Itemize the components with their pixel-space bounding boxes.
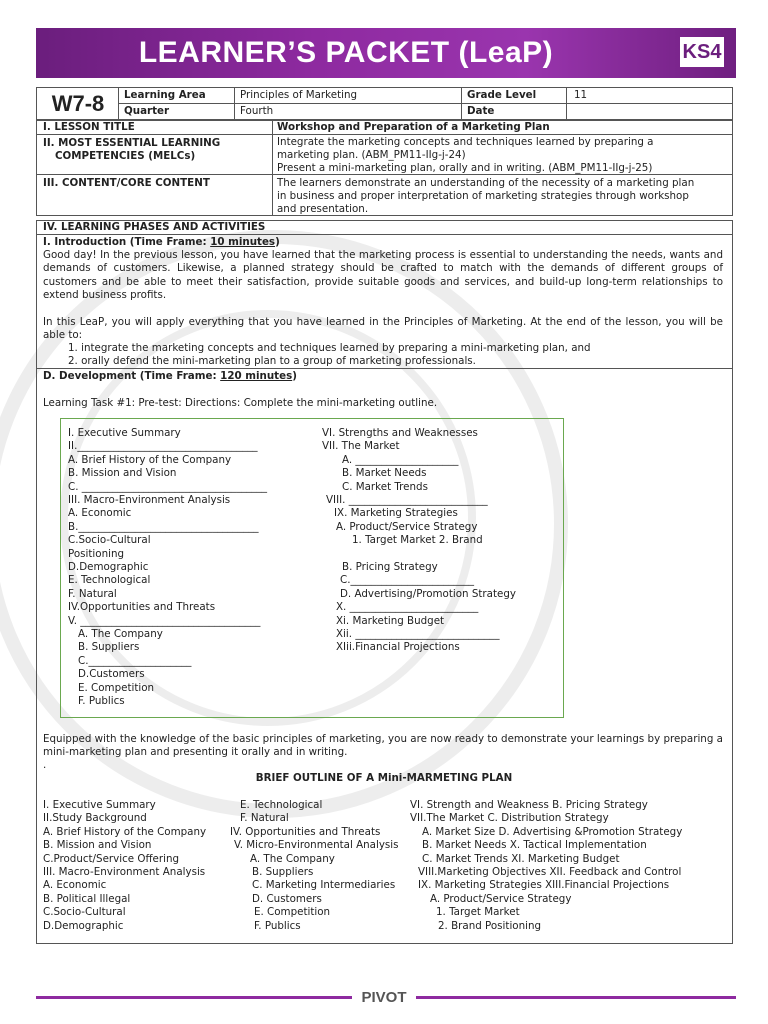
pretest-item: A. Brief History of the Company (68, 453, 232, 466)
melc-line-3: Present a mini-marketing plan, orally and in writing. (ABM_PM11-IIg-j-25) (277, 162, 653, 174)
date-label: Date (467, 105, 495, 117)
outline-item: A. Product/Service Strategy (430, 892, 572, 905)
pretest-item: C. Market Trends (342, 480, 428, 493)
pretest-item: IV.Opportunities and Threats (68, 601, 216, 614)
pretest-item: IX. Marketing Strategies (334, 507, 458, 520)
pivot-logo: PIVOT (352, 988, 416, 1008)
pretest-subitem: D.Customers (78, 668, 145, 681)
quarter-label: Quarter (124, 105, 170, 117)
pretest-item: A. Product/Service Strategy (336, 520, 478, 533)
pretest-item: B. Market Needs (342, 467, 427, 480)
learning-area-label: Learning Area (124, 89, 206, 101)
pretest-item: 1. Target Market 2. Brand (352, 534, 483, 547)
intro-paragraph-2: In this LeaP, you will apply everything that you have learned in the Principles of Marketing. At the end of the lesson, you will be able to: (43, 316, 723, 342)
outline-item: B. Market Needs X. Tactical Implementation (422, 839, 647, 852)
pretest-item: II.___________________________________ (68, 440, 258, 453)
pretest-item: A. Economic (68, 507, 132, 520)
pretest-item: XIii.Financial Projections (336, 641, 460, 654)
pretest-item: D. Advertising/Promotion Strategy (340, 587, 516, 600)
pretest-item: VII. The Market (322, 440, 400, 453)
pretest-item: Xi. Marketing Budget (336, 614, 445, 627)
closing-paragraph: Equipped with the knowledge of the basic principles of marketing, you are now ready to demonstrate your learnings by preparing a mini-marketing plan and presenting it orally and in writing. (43, 733, 723, 759)
pretest-item: VI. Strengths and Weaknesses (322, 427, 478, 439)
learning-task-1: Learning Task #1: Pre-test: Directions: Complete the mini-marketing outline. (43, 397, 438, 409)
outline-item: V. Micro-Environmental Analysis (234, 839, 399, 852)
pretest-subitem: E. Competition (78, 681, 155, 694)
content-line-2: in business and proper interpretation of marketing strategies through workshop (277, 190, 689, 202)
pretest-item: I. Executive Summary (68, 427, 181, 439)
pretest-item: Xii. ____________________________ (336, 628, 500, 640)
pretest-item: A. ____________________ (342, 453, 459, 466)
outline-item: VII.The Market C. Distribution Strategy (410, 812, 609, 825)
pretest-item: B. Pricing Strategy (342, 561, 438, 573)
quarter-value: Fourth (240, 105, 274, 117)
outline-item: VI. Strength and Weakness B. Pricing Strategy (410, 799, 648, 811)
header-banner (36, 28, 736, 78)
pretest-item: B. Mission and Vision (68, 467, 177, 480)
grade-level-label: Grade Level (467, 89, 537, 101)
melc-line-1: Integrate the marketing concepts and techniques learned by preparing a (277, 136, 654, 148)
intro-heading: I. Introduction (Time Frame: 10 minutes) (43, 236, 280, 248)
pretest-item: C. ____________________________________ (68, 480, 268, 493)
outline-item: IV. Opportunities and Threats (230, 825, 381, 838)
content-label: III. CONTENT/CORE CONTENT (43, 177, 210, 189)
pretest-subitem: B. Suppliers (78, 641, 140, 654)
outline-item: A. Economic (43, 879, 107, 892)
outline-item: F. Publics (254, 919, 301, 932)
pretest-item: V. ___________________________________ (68, 614, 261, 627)
outline-item: E. Technological (240, 799, 323, 811)
outline-item: C. Market Trends XI. Marketing Budget (422, 852, 620, 865)
melc-label: II. MOST ESSENTIAL LEARNING (43, 137, 221, 149)
pretest-subitem: A. The Company (78, 628, 163, 640)
outline-item: E. Competition (254, 906, 331, 919)
outline-item: F. Natural (240, 812, 289, 825)
melc-label-2: COMPETENCIES (MELCs) (55, 150, 196, 162)
bullet-dot: . (43, 759, 47, 771)
outline-item: II.Study Background (43, 812, 147, 825)
outline-item: B. Suppliers (252, 866, 314, 878)
outline-item: C. Marketing Intermediaries (252, 879, 396, 892)
outline-item: III. Macro-Environment Analysis (43, 866, 206, 878)
phases-heading: IV. LEARNING PHASES AND ACTIVITIES (43, 221, 266, 233)
week-label: W7-8 (51, 91, 105, 116)
pretest-item: VIII. ___________________________ (326, 494, 488, 506)
pretest-item: C.________________________ (340, 574, 475, 587)
grade-level-value: 11 (574, 89, 588, 101)
melc-line-2: marketing plan. (ABM_PM11-IIg-j-24) (277, 149, 466, 161)
outline-item: VIII.Marketing Objectives XII. Feedback and Control (418, 866, 682, 878)
development-heading: D. Development (Time Frame: 120 minutes) (43, 370, 297, 382)
pretest-item: F. Natural (68, 587, 117, 600)
outline-item: 1. Target Market (436, 906, 520, 919)
pretest-item: E. Technological (68, 574, 151, 587)
objective-2: 2. orally defend the mini-marketing plan to a group of marketing professionals. (68, 355, 476, 367)
outline-item: A. Market Size D. Advertising &Promotion Strategy (422, 825, 683, 838)
content-line-3: and presentation. (277, 203, 369, 215)
outline-item: C.Product/Service Offering (43, 852, 180, 865)
lesson-title: Workshop and Preparation of a Marketing Plan (277, 121, 550, 133)
objective-1: 1. integrate the marketing concepts and techniques learned by preparing a mini-marketing plan, and (68, 342, 591, 354)
pretest-item: X. _________________________ (336, 601, 479, 614)
outline-item: 2. Brand Positioning (438, 919, 542, 932)
outline-item: A. The Company (250, 852, 335, 865)
outline-item: D. Customers (252, 892, 322, 905)
outline-item: I. Executive Summary (43, 799, 156, 811)
outline-item: D.Demographic (43, 919, 124, 932)
pretest-item: D.Demographic (68, 561, 149, 573)
outline-item: IX. Marketing Strategies XIII.Financial Projections (418, 879, 670, 892)
pretest-item: B.___________________________________ (68, 520, 259, 533)
learning-area-value: Principles of Marketing (240, 89, 358, 101)
outline-title: BRIEF OUTLINE OF A Mini-MARMETING PLAN (255, 772, 513, 784)
pretest-item: C.Socio-Cultural (68, 534, 151, 547)
outline-item: C.Socio-Cultural (43, 906, 126, 919)
pretest-item: Positioning (68, 547, 125, 560)
ks4-badge: KS4 (680, 37, 724, 67)
pretest-subitem: C.____________________ (78, 654, 192, 667)
intro-paragraph: Good day! In the previous lesson, you have learned that the marketing process is essential to understanding the needs, wants and demands of customers. Likewise, a planned strategy should be crafted to match with the demands of different groups of customers and be able to meet their satisfaction, provide suitable goods and services, and build-up long-term relationships to extend business profits. (43, 249, 723, 302)
pretest-item: III. Macro-Environment Analysis (68, 494, 231, 506)
pretest-subitem: F. Publics (78, 695, 125, 707)
outline-item: B. Mission and Vision (43, 839, 152, 852)
lesson-title-label: I. LESSON TITLE (43, 121, 135, 133)
packet-title: LEARNER’S PACKET (LeaP) (138, 36, 554, 69)
content-line-1: The learners demonstrate an understanding of the necessity of a marketing plan (277, 177, 695, 189)
outline-item: B. Political Illegal (43, 892, 131, 905)
outline-item: A. Brief History of the Company (43, 825, 207, 838)
